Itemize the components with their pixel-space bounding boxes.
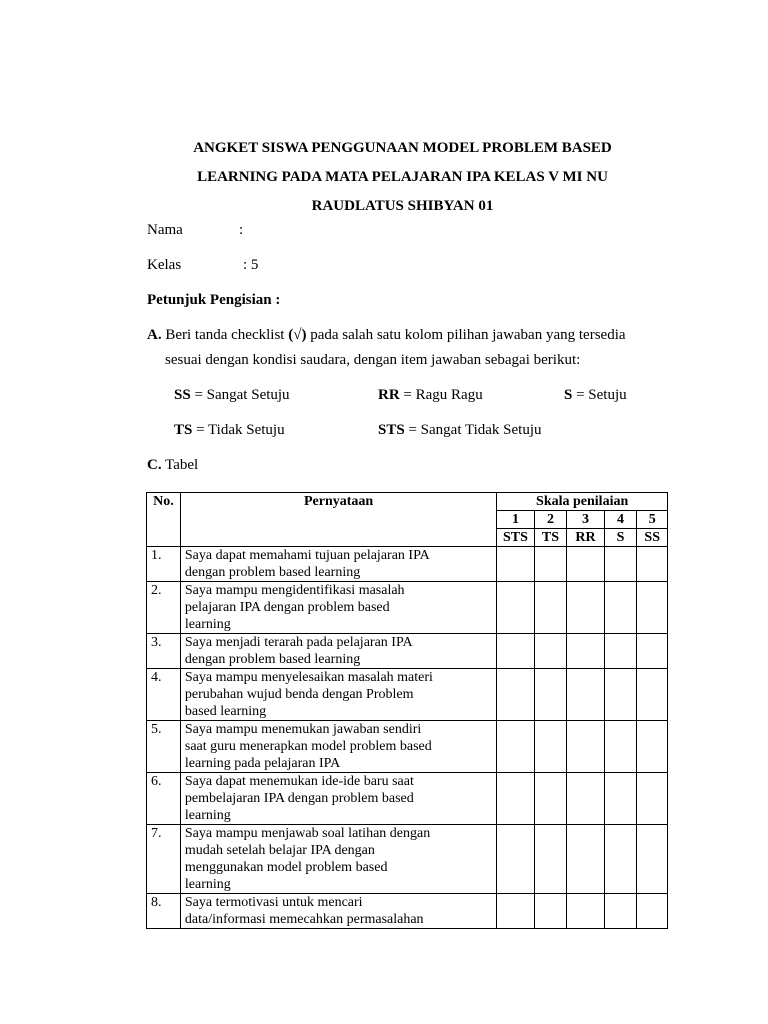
statement-line: learning xyxy=(184,877,231,892)
statement-line: Saya mampu menyelesaikan masalah materi xyxy=(184,670,433,685)
row-number: 7. xyxy=(147,825,181,894)
row-number: 1. xyxy=(147,547,181,582)
rating-cell[interactable] xyxy=(567,894,604,929)
rating-cell[interactable] xyxy=(534,894,567,929)
header-no: No. xyxy=(147,493,181,547)
row-statement xyxy=(180,894,496,929)
row-number: 8. xyxy=(147,894,181,929)
class-field-value: : 5 xyxy=(243,257,259,273)
rating-cell[interactable] xyxy=(604,721,637,773)
legend-ss-abbr: SS xyxy=(174,387,191,403)
rating-cell[interactable] xyxy=(604,669,637,721)
rating-cell[interactable] xyxy=(534,773,567,825)
rating-cell[interactable] xyxy=(497,547,534,582)
row-number: 2. xyxy=(147,582,181,634)
rating-cell[interactable] xyxy=(637,825,668,894)
rating-cell[interactable] xyxy=(567,825,604,894)
rating-cell[interactable] xyxy=(637,773,668,825)
table-row xyxy=(147,773,668,825)
statement-line: Saya mampu menjawab soal latihan dengan xyxy=(184,826,431,841)
title-line-1: ANGKET SISWA PENGGUNAAN MODEL PROBLEM BASED xyxy=(193,140,612,156)
row-statement xyxy=(180,582,496,634)
scale-code: S xyxy=(604,529,637,547)
rating-cell[interactable] xyxy=(497,582,534,634)
table-row xyxy=(147,721,668,773)
rating-cell[interactable] xyxy=(497,669,534,721)
rating-cell[interactable] xyxy=(637,669,668,721)
statement-line: Saya dapat menemukan ide-ide baru saat xyxy=(184,774,414,789)
row-statement xyxy=(180,773,496,825)
statement-line: perubahan wujud benda dengan Problem xyxy=(184,687,414,702)
rating-cell[interactable] xyxy=(534,669,567,721)
rating-cell[interactable] xyxy=(604,634,637,669)
legend-ts-text: = Tidak Setuju xyxy=(192,422,285,438)
scale-number: 2 xyxy=(534,511,567,529)
statement-line: Saya mampu menemukan jawaban sendiri xyxy=(184,722,422,737)
row-number: 6. xyxy=(147,773,181,825)
scale-code: STS xyxy=(497,529,534,547)
rating-cell[interactable] xyxy=(567,582,604,634)
document-title xyxy=(140,134,665,221)
rating-cell[interactable] xyxy=(497,825,534,894)
legend-rr-abbr: RR xyxy=(378,387,400,403)
statement-line: learning xyxy=(184,617,231,632)
rating-cell[interactable] xyxy=(497,634,534,669)
rating-cell[interactable] xyxy=(497,894,534,929)
rating-cell[interactable] xyxy=(604,825,637,894)
legend-rr-text: = Ragu Ragu xyxy=(399,387,483,403)
rating-cell[interactable] xyxy=(604,547,637,582)
rating-cell[interactable] xyxy=(637,582,668,634)
statement-line: learning xyxy=(184,808,231,823)
legend-s-abbr: S xyxy=(564,387,573,403)
rating-cell[interactable] xyxy=(604,582,637,634)
rating-cell[interactable] xyxy=(567,773,604,825)
rating-cell[interactable] xyxy=(567,634,604,669)
rating-cell[interactable] xyxy=(567,721,604,773)
legend-rr xyxy=(378,387,483,404)
rating-cell[interactable] xyxy=(497,773,534,825)
statement-line: Saya menjadi terarah pada pelajaran IPA xyxy=(184,635,413,650)
rating-cell[interactable] xyxy=(604,773,637,825)
rating-cell[interactable] xyxy=(534,721,567,773)
rating-cell[interactable] xyxy=(567,669,604,721)
scale-code: RR xyxy=(567,529,604,547)
rating-cell[interactable] xyxy=(637,634,668,669)
statement-line: pembelajaran IPA dengan problem based xyxy=(184,791,414,806)
scale-number: 4 xyxy=(604,511,637,529)
name-field-value: : xyxy=(239,222,244,238)
class-field-label: Kelas xyxy=(147,257,182,273)
survey-table xyxy=(146,492,668,929)
table-row xyxy=(147,547,668,582)
checkmark-symbol: (√) xyxy=(288,327,307,343)
row-statement xyxy=(180,825,496,894)
row-statement xyxy=(180,721,496,773)
instruction-a xyxy=(147,327,626,344)
legend-s-text: = Setuju xyxy=(572,387,627,403)
section-c-text: Tabel xyxy=(161,457,199,473)
legend-sts-text: = Sangat Tidak Setuju xyxy=(404,422,542,438)
instruction-a-text-2: pada salah satu kolom pilihan jawaban yang tersedia xyxy=(306,327,626,343)
title-line-2: LEARNING PADA MATA PELAJARAN IPA KELAS V MI NU xyxy=(197,169,608,185)
row-number: 4. xyxy=(147,669,181,721)
table-row xyxy=(147,669,668,721)
scale-code: TS xyxy=(534,529,567,547)
statement-line: learning pada pelajaran IPA xyxy=(184,756,341,771)
legend-ss xyxy=(174,387,290,404)
statement-line: data/informasi memecahkan permasalahan xyxy=(184,912,424,927)
row-statement xyxy=(180,669,496,721)
statement-line: saat guru menerapkan model problem based xyxy=(184,739,432,754)
rating-cell[interactable] xyxy=(534,825,567,894)
rating-cell[interactable] xyxy=(534,582,567,634)
scale-number: 3 xyxy=(567,511,604,529)
rating-cell[interactable] xyxy=(637,894,668,929)
legend-ts-abbr: TS xyxy=(174,422,193,438)
section-c xyxy=(147,457,198,474)
statement-line: dengan problem based learning xyxy=(184,652,361,667)
scale-number: 5 xyxy=(637,511,668,529)
table-row xyxy=(147,825,668,894)
row-number: 5. xyxy=(147,721,181,773)
instruction-a-text-1: Beri tanda checklist xyxy=(161,327,289,343)
header-scale: Skala penilaian xyxy=(497,493,668,511)
table-row xyxy=(147,582,668,634)
name-field-label: Nama xyxy=(147,222,183,238)
legend-ts xyxy=(174,422,285,439)
legend-s xyxy=(564,387,627,404)
statement-line: pelajaran IPA dengan problem based xyxy=(184,600,390,615)
statement-line: dengan problem based learning xyxy=(184,565,361,580)
rating-cell[interactable] xyxy=(604,894,637,929)
row-number: 3. xyxy=(147,634,181,669)
instruction-a-marker: A. xyxy=(147,327,162,343)
statement-line: mudah setelah belajar IPA dengan xyxy=(184,843,375,858)
statement-line: menggunakan model problem based xyxy=(184,860,388,875)
legend-ss-text: = Sangat Setuju xyxy=(190,387,290,403)
rating-cell[interactable] xyxy=(637,721,668,773)
rating-cell[interactable] xyxy=(567,547,604,582)
title-line-3: RAUDLATUS SHIBYAN 01 xyxy=(311,198,494,214)
rating-cell[interactable] xyxy=(534,634,567,669)
header-statement: Pernyataan xyxy=(180,493,496,547)
rating-cell[interactable] xyxy=(637,547,668,582)
survey-table-body xyxy=(147,547,668,929)
row-statement xyxy=(180,634,496,669)
rating-cell[interactable] xyxy=(497,721,534,773)
legend-sts xyxy=(378,422,542,439)
table-row xyxy=(147,894,668,929)
statement-line: Saya termotivasi untuk mencari xyxy=(184,895,363,910)
row-statement xyxy=(180,547,496,582)
statement-line: based learning xyxy=(184,704,267,719)
section-c-marker: C. xyxy=(147,457,162,473)
table-row xyxy=(147,634,668,669)
rating-cell[interactable] xyxy=(534,547,567,582)
instructions-heading: Petunjuk Pengisian : xyxy=(147,292,281,308)
instruction-a-continuation: sesuai dengan kondisi saudara, dengan item jawaban sebagai berikut: xyxy=(165,352,581,368)
scale-number: 1 xyxy=(497,511,534,529)
statement-line: Saya dapat memahami tujuan pelajaran IPA xyxy=(184,548,430,563)
legend-sts-abbr: STS xyxy=(378,422,405,438)
statement-line: Saya mampu mengidentifikasi masalah xyxy=(184,583,405,598)
scale-code: SS xyxy=(637,529,668,547)
